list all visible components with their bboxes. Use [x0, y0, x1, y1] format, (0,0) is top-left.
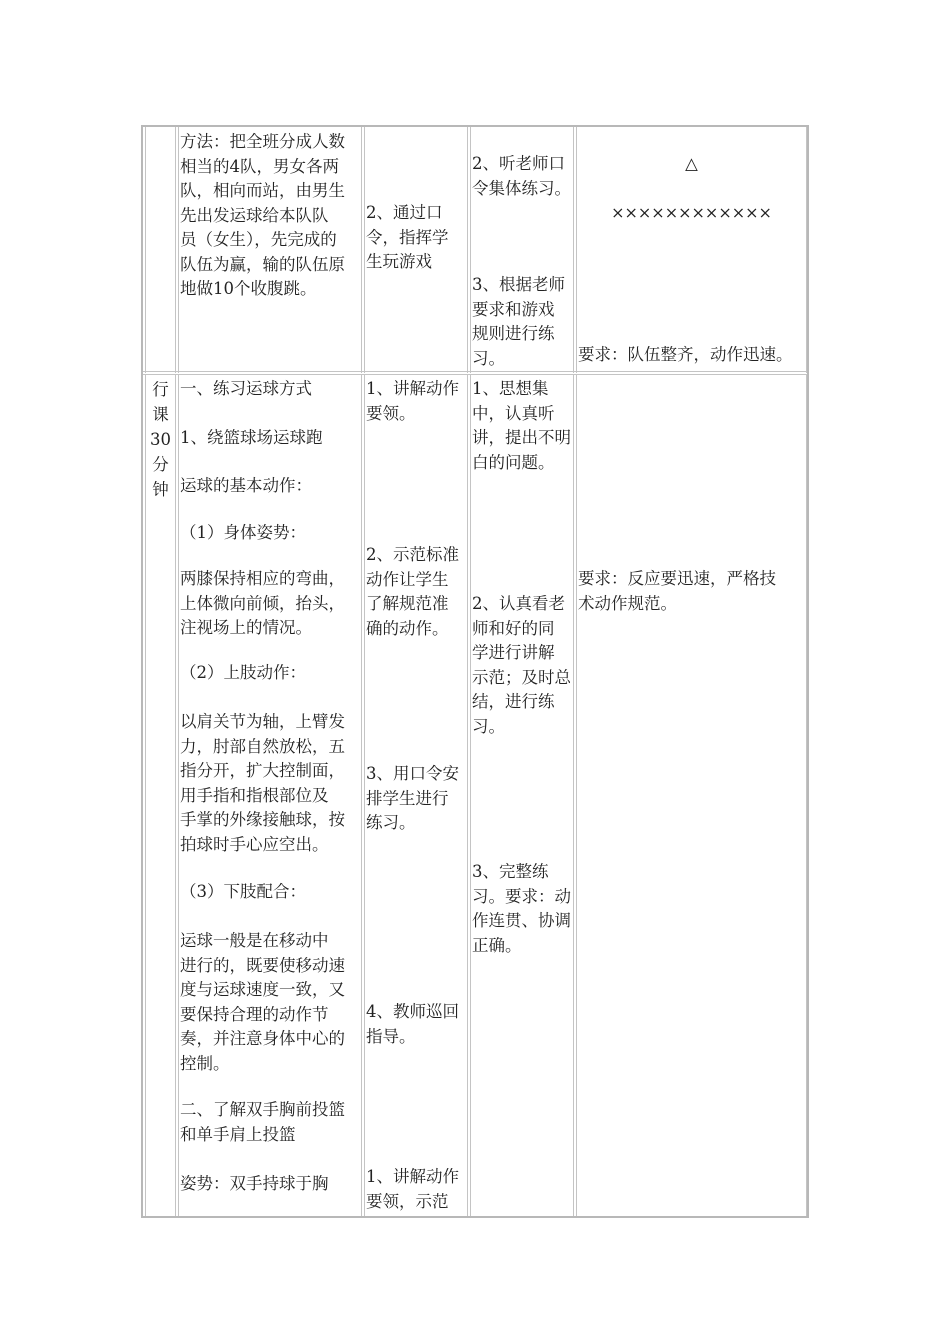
teacher-step-text: 1、讲解动作 要领。 [366, 379, 459, 423]
table-row [143, 375, 807, 1216]
student-cell [470, 375, 574, 1216]
content-text: 1、绕篮球场运球跑 [180, 428, 323, 447]
teacher-step-text: 3、用口令安 排学生进行 练习。 [366, 764, 459, 832]
teacher-step-text: 2、通过口 令，指挥学 生玩游戏 [366, 203, 449, 271]
teacher-cell [364, 127, 468, 373]
organization-cell [576, 127, 807, 373]
content-text: 以肩关节为轴，上臂发 力，肘部自然放松，五 指分开，扩大控制面， 用手指和指根部位及 手掌的外缘接触球，按 拍球时手心应空出。 [180, 712, 345, 854]
requirement-text: 要求：队伍整齐，动作迅速。 [578, 345, 793, 364]
lesson-plan-table [141, 125, 809, 1218]
content-text: （2）上肢动作： [180, 663, 306, 682]
content-text: 姿势：双手持球于胸 [180, 1174, 329, 1193]
section-heading: 一、练习运球方式 [180, 379, 312, 398]
requirement-text: 要求：反应要迅速，严格技 术动作规范。 [578, 569, 776, 613]
teacher-step-text: 1、讲解动作 要领，示范 [366, 1167, 459, 1211]
section-heading: 二、了解双手胸前投篮 和单手肩上投篮 [180, 1100, 345, 1144]
game-method-text: 方法：把全班分成人数 相当的4队，男女各两 队，相向而站，由男生 先出发运球给本队队 员（女生），先完成的 队伍为赢，输的队伍原 地做10个收腹跳。 [180, 132, 345, 298]
teacher-step-text: 4、教师巡回 指导。 [366, 1002, 459, 1046]
time-label: 行 课 30 分 钟 [150, 380, 171, 499]
teacher-cell [364, 375, 468, 1216]
organization-cell [576, 375, 807, 1216]
time-cell [145, 127, 176, 373]
student-step-text: 2、听老师口 令集体练习。 [472, 154, 571, 198]
student-formation-crosses: ×××××××××××× [611, 203, 772, 222]
student-step-text: 1、思想集 中，认真听 讲，提出不明 白的问题。 [472, 379, 571, 472]
student-step-text: 2、认真看老 师和好的同 学进行讲解 示范；及时总 结，进行练 习。 [472, 594, 571, 736]
student-cell [470, 127, 574, 373]
content-text: （3）下肢配合： [180, 882, 306, 901]
content-text: 两膝保持相应的弯曲， 上体微向前倾，抬头， 注视场上的情况。 [180, 569, 345, 637]
teacher-position-triangle: △ [685, 154, 698, 173]
content-cell [178, 127, 362, 373]
content-text: （1）身体姿势： [180, 523, 306, 542]
content-text: 运球的基本动作： [180, 476, 312, 495]
student-step-text: 3、完整练 习。要求：动 作连贯、协调 正确。 [472, 862, 571, 955]
content-cell [178, 375, 362, 1216]
student-step-text: 3、根据老师 要求和游戏 规则进行练 习。 [472, 275, 565, 368]
table-row [143, 127, 807, 373]
time-cell [145, 375, 176, 1216]
content-text: 运球一般是在移动中 进行的，既要使移动速 度与运球速度一致，又 要保持合理的动作节 奏，并注意身体中心的 控制。 [180, 931, 345, 1073]
teacher-step-text: 2、示范标准 动作让学生 了解规范准 确的动作。 [366, 545, 459, 638]
